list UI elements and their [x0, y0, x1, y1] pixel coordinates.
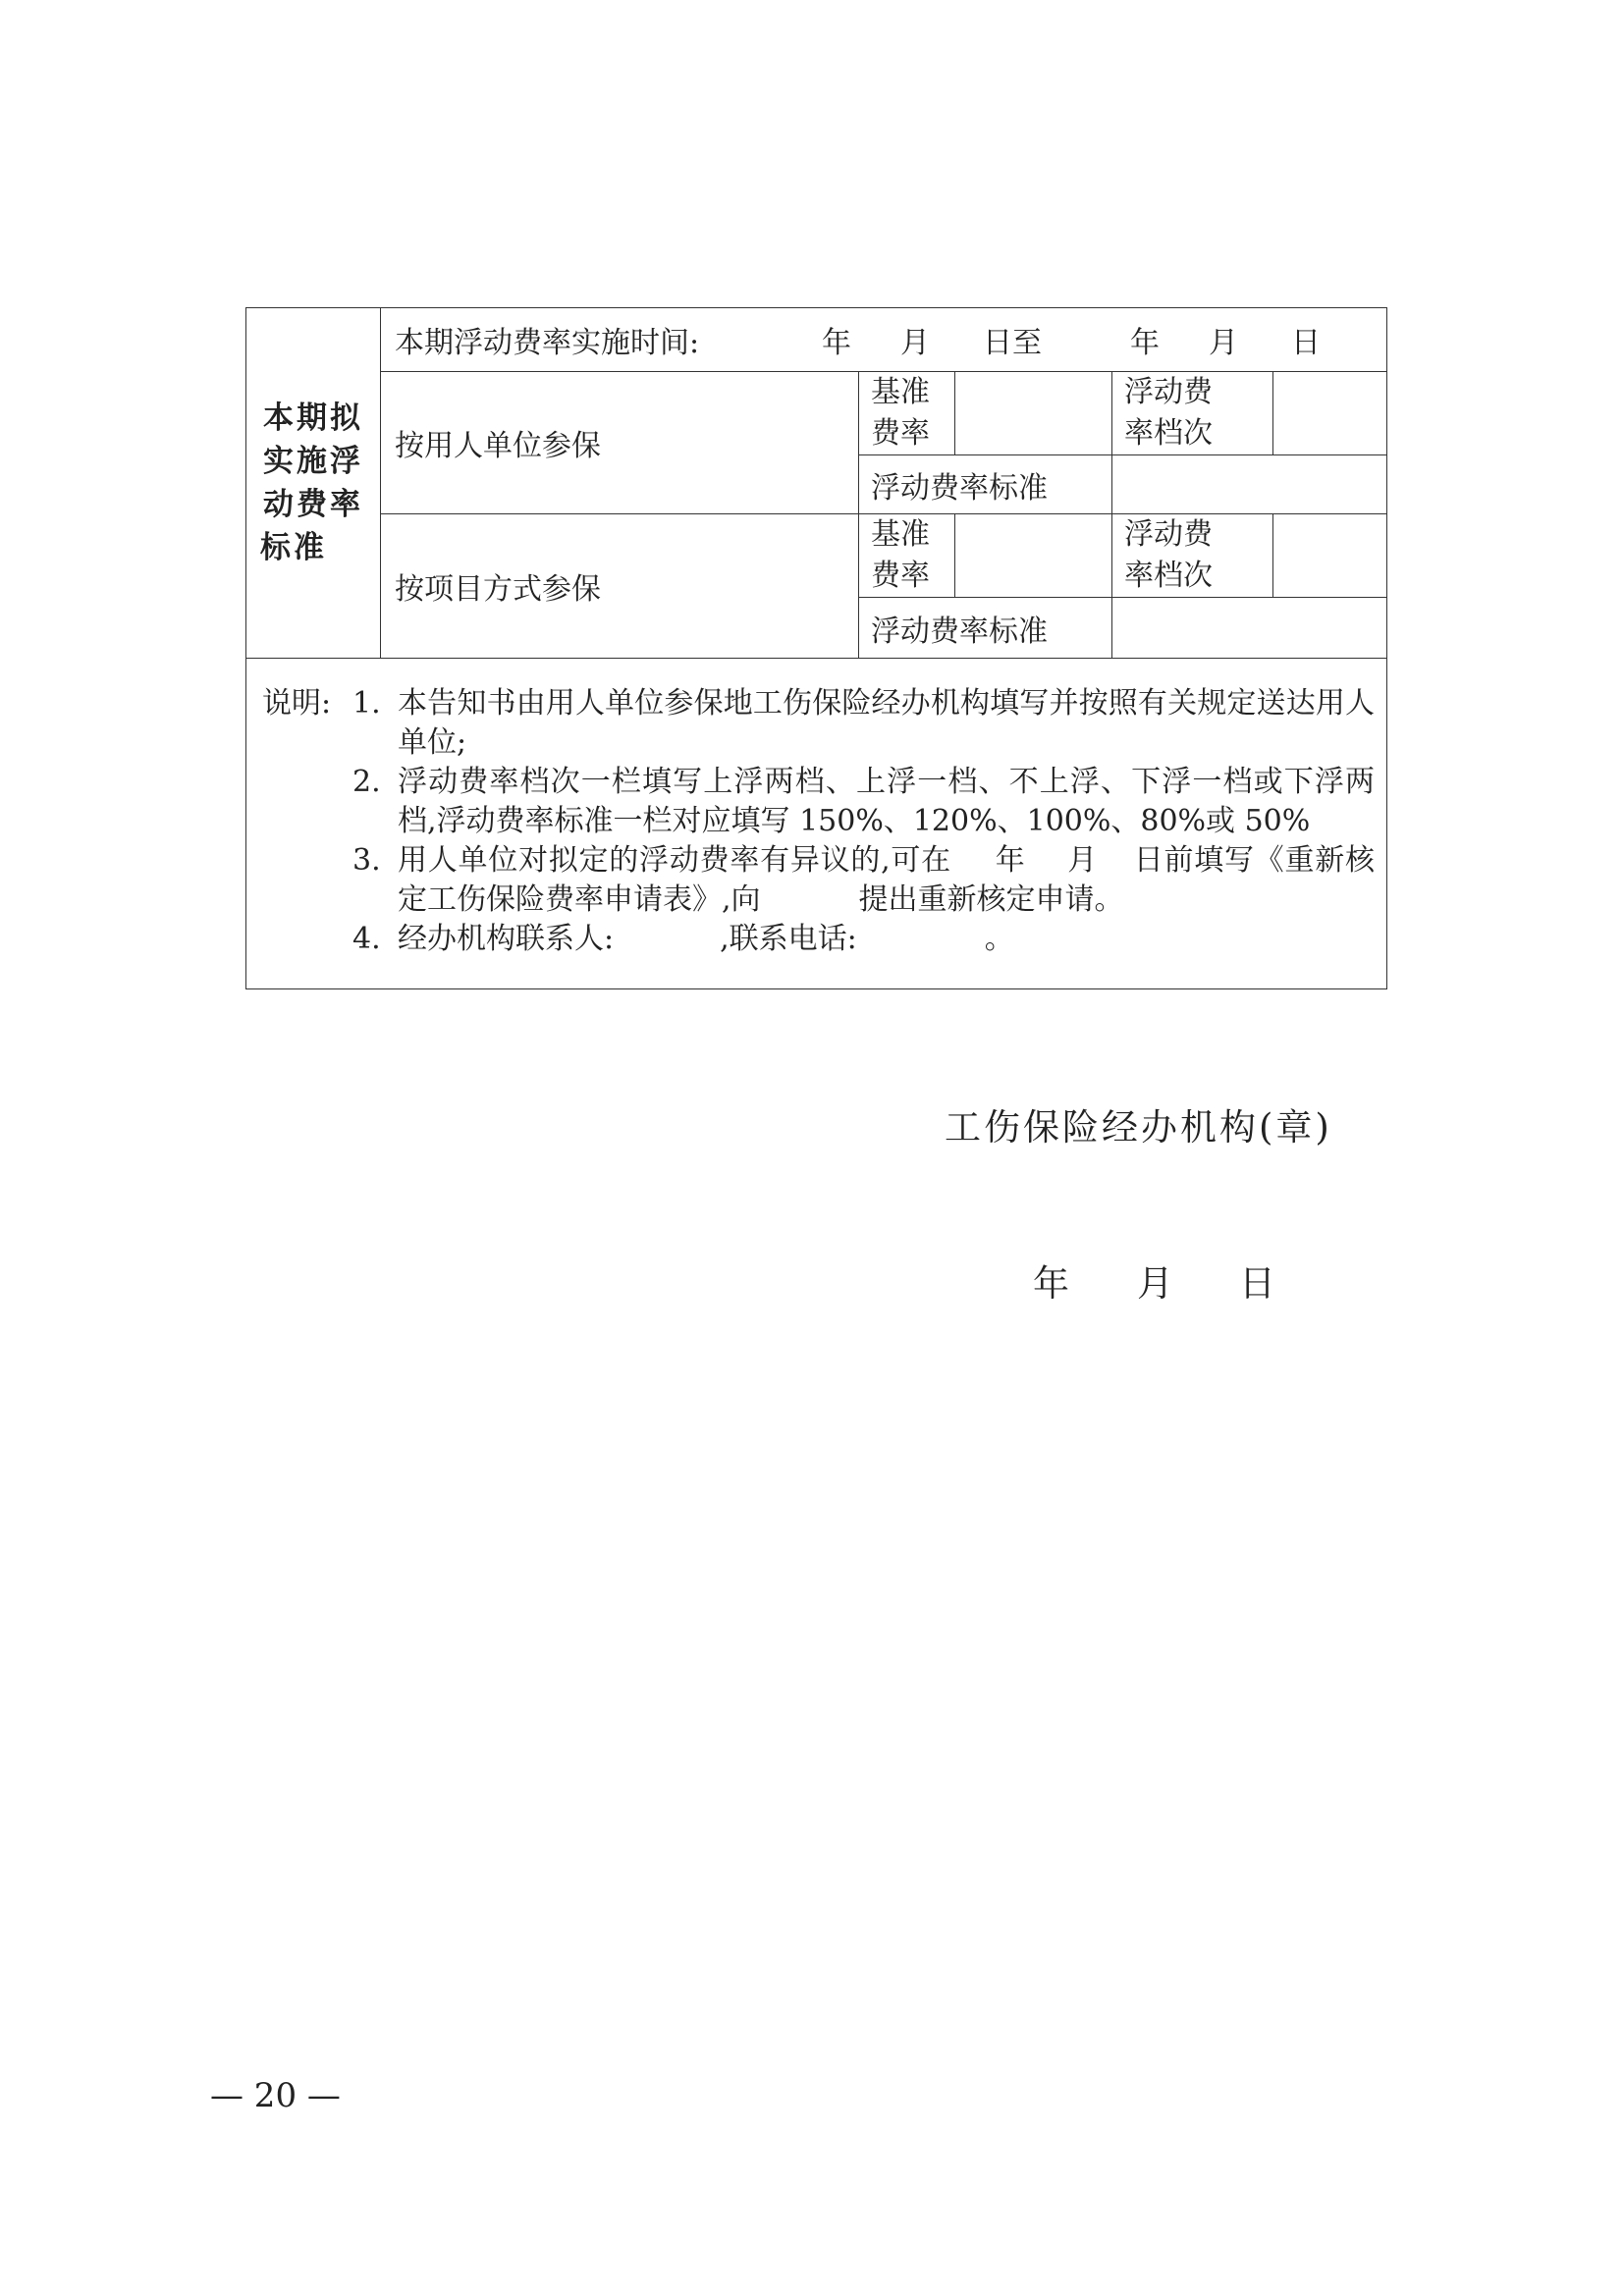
project-insurance-label: 按项目方式参保 — [381, 514, 859, 659]
period-month-1: 月 — [900, 326, 930, 360]
base-rate-line: 基准 — [871, 375, 930, 409]
tier-line: 率档次 — [1124, 559, 1213, 593]
note-item — [262, 841, 1375, 920]
unit-tier-label — [1112, 372, 1273, 455]
section-label-line: 动费率 — [263, 487, 363, 522]
section-label — [246, 308, 381, 659]
notes-section — [246, 659, 1387, 989]
note-number: 1. — [352, 686, 381, 721]
project-float-standard-value[interactable] — [1112, 598, 1387, 659]
note-text: 本告知书由用人单位参保地工伤保险经办机构填写并按照有关规定送达用人单位; — [398, 686, 1376, 760]
base-rate-line: 费率 — [871, 559, 930, 593]
note-text-part: ,联系电话: — [720, 922, 857, 956]
note-number: 3. — [352, 843, 381, 878]
project-float-standard-label: 浮动费率标准 — [859, 598, 1112, 659]
note-item — [262, 684, 1375, 763]
date-year: 年 — [1033, 1262, 1069, 1305]
period-label: 本期浮动费率实施时间: — [395, 326, 700, 360]
note-text: 浮动费率档次一栏填写上浮两档、上浮一档、不上浮、下浮一档或下浮两档,浮动费率标准一栏对应填写 150%、120%、100%、80%或 50% — [398, 765, 1376, 838]
period-day-to: 日至 — [983, 326, 1042, 360]
note-text-part: 提出重新核定申请。 — [858, 882, 1124, 917]
rate-notice-table — [245, 307, 1387, 989]
date-day: 日 — [1239, 1262, 1275, 1305]
project-tier-value[interactable] — [1273, 514, 1387, 598]
note-text — [398, 841, 1375, 920]
unit-tier-value[interactable] — [1273, 372, 1387, 455]
notes-prefix: 说明: — [262, 686, 332, 721]
period-month-2: 月 — [1209, 326, 1238, 360]
agency-stamp-line: 工伤保险经办机构(章) — [945, 1106, 1332, 1148]
note-item — [262, 920, 1375, 959]
note-text-part: 。 — [984, 922, 1014, 956]
section-label-line: 实施浮 — [263, 444, 363, 479]
page-number: — 20 — — [210, 2076, 341, 2115]
note-text-part: 用人单位对拟定的浮动费率有异议的,可在 — [398, 843, 951, 878]
date-month: 月 — [1137, 1262, 1173, 1305]
period-year-2: 年 — [1130, 326, 1160, 360]
unit-float-standard-value[interactable] — [1112, 455, 1387, 514]
tier-line: 浮动费 — [1124, 375, 1213, 409]
implementation-period — [381, 308, 1387, 372]
period-year-1: 年 — [822, 326, 851, 360]
note-year: 年 — [994, 843, 1026, 878]
project-base-rate-value[interactable] — [955, 514, 1112, 598]
section-label-line: 标准 — [260, 530, 327, 565]
note-text-part: 日前填写《重新核定工伤保险费率申请表》,向 — [398, 843, 1376, 917]
unit-float-standard-label: 浮动费率标准 — [859, 455, 1112, 514]
note-number: 2. — [352, 765, 381, 799]
tier-line: 率档次 — [1124, 416, 1213, 451]
period-day-2: 日 — [1291, 326, 1321, 360]
base-rate-line: 基准 — [871, 517, 930, 552]
signature-date — [1033, 1254, 1275, 1307]
note-month: 月 — [1066, 843, 1098, 878]
section-label-line: 本期拟 — [263, 400, 363, 436]
note-item — [262, 763, 1375, 841]
project-tier-label — [1112, 514, 1273, 598]
project-base-rate-label — [859, 514, 955, 598]
unit-base-rate-label — [859, 372, 955, 455]
unit-base-rate-value[interactable] — [955, 372, 1112, 455]
note-text — [398, 920, 1375, 959]
unit-insurance-label: 按用人单位参保 — [381, 372, 859, 514]
tier-line: 浮动费 — [1124, 517, 1213, 552]
note-number: 4. — [352, 922, 381, 956]
note-text-part: 经办机构联系人: — [398, 922, 615, 956]
base-rate-line: 费率 — [871, 416, 930, 451]
